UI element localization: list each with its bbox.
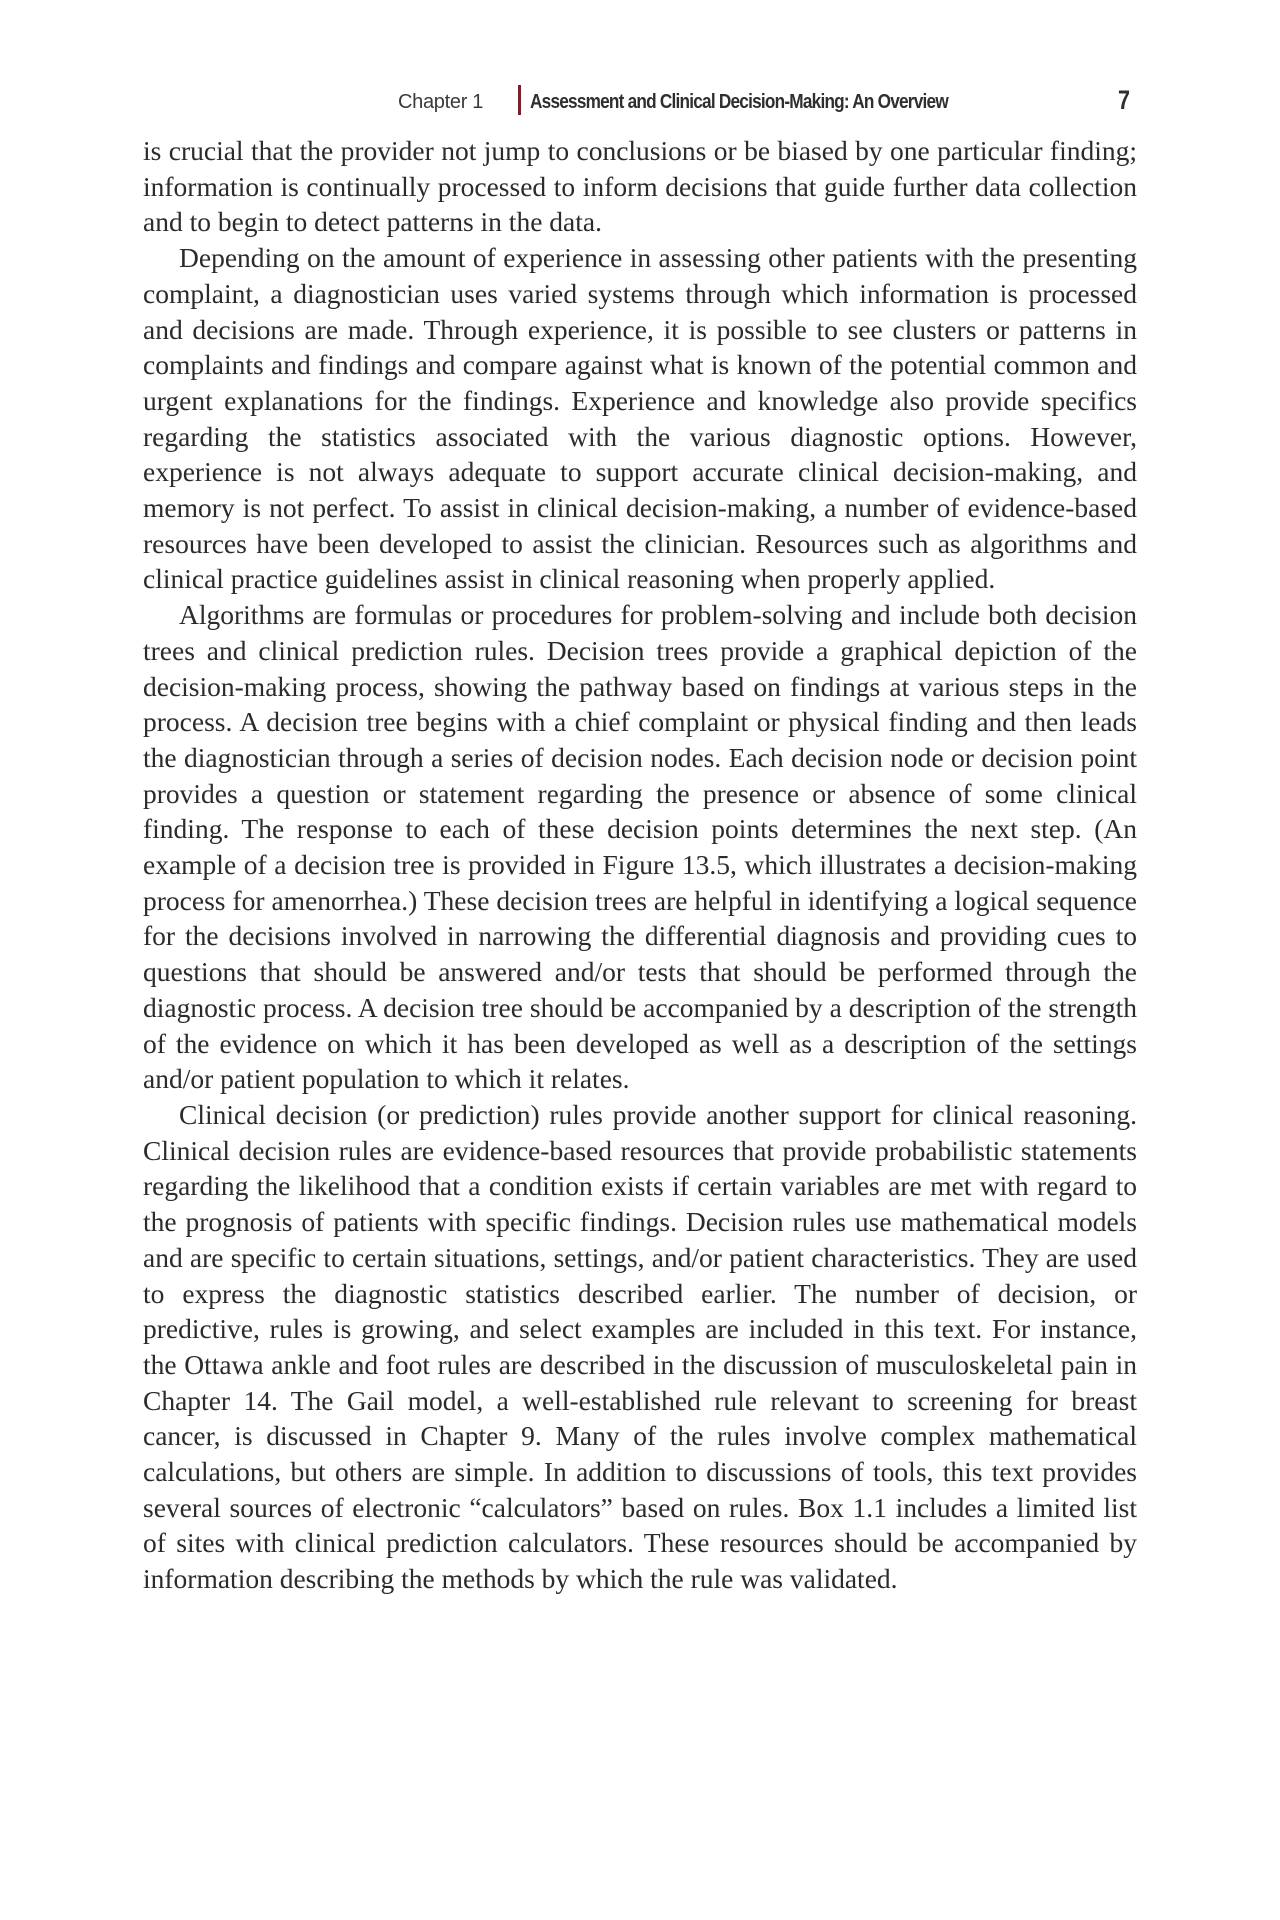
paragraph-experience: Depending on the amount of experience in assessing other patients with the presenting complaint, a diagnostician uses varied systems through which information is processed and decisions are made. Through experience, it is possible to see clusters or patterns in complaints and findings and compare against what is known of the potential common and urgent explanations for the findings. Experience and knowledge also provide specifics regarding the statistics associated with the various diagnostic options. However, experience is not always adequate to support accurate clinical decision-making, and memory is not perfect. To assist in clinical decision-making, a number of evidence-based resources have been developed to assist the clinician. Resources such as algorithms and clinical practice guidelines assist in clinical reasoning when properly applied. bbox=[143, 242, 1137, 595]
page-number: 7 bbox=[1118, 85, 1131, 115]
paragraph-decision-rules: Clinical decision (or prediction) rules provide another support for clinical reasoning. Clinical decision rules are evidence-based resources that provide probabilistic statements regarding the likelihood that a condition exists if certain variables are met with regard to the prognosis of patients with specific findings. Decision rules use mathematical models and are specific to certain situations, settings, and/or patient characteristics. They are used to express the diagnostic statistics described earlier. The number of decision, or predictive, rules is growing, and select examples are included in this text. For instance, the Ottawa ankle and foot rules are described in the discussion of musculoskeletal pain in Chapter 14. The Gail model, a well-established rule relevant to screening for breast cancer, is discussed in Chapter 9. Many of the rules involve complex mathematical calculations, but others are simple. In addition to discussions of tools, this text provides several sources of electronic “calculators” based on rules. Box 1.1 includes a limited list of sites with clinical prediction calculators. These resources should be accompanied by information describing the methods by which the rule was validated. bbox=[143, 1098, 1137, 1595]
paragraph-continuation: is crucial that the provider not jump to conclusions or be biased by one particular finding; information is continually processed to inform decisions that guide further data collection and to begin to detect patterns in the data. bbox=[143, 135, 1137, 238]
paragraph-algorithms: Algorithms are formulas or procedures for problem-solving and include both decision trees and clinical prediction rules. Decision trees provide a graphical depiction of the decision-making process, showing the pathway based on findings at various steps in the process. A decision tree begins with a chief complaint or physical finding and then leads the diagnostician through a series of decision nodes. Each decision node or decision point provides a question or statement regarding the presence or absence of some clinical finding. The response to each of these decision points determines the next step. (An example of a decision tree is provided in Figure 13.5, which illustrates a decision-making process for amenorrhea.) These decision trees are helpful in identifying a logical sequence for the decisions involved in narrowing the differential diagnosis and providing cues to questions that should be answered and/or tests that should be performed through the diagnostic process. A decision tree should be accompanied by a description of the strength of the evidence on which it has been developed as well as a description of the settings and/or patient population to which it relates. bbox=[143, 599, 1137, 1095]
header-separator-bar bbox=[518, 85, 521, 115]
chapter-title: Assessment and Clinical Decision-Making: An Overview bbox=[530, 91, 948, 113]
running-head bbox=[0, 85, 1280, 125]
chapter-label: Chapter 1 bbox=[398, 91, 484, 113]
body-text bbox=[143, 133, 1137, 1597]
